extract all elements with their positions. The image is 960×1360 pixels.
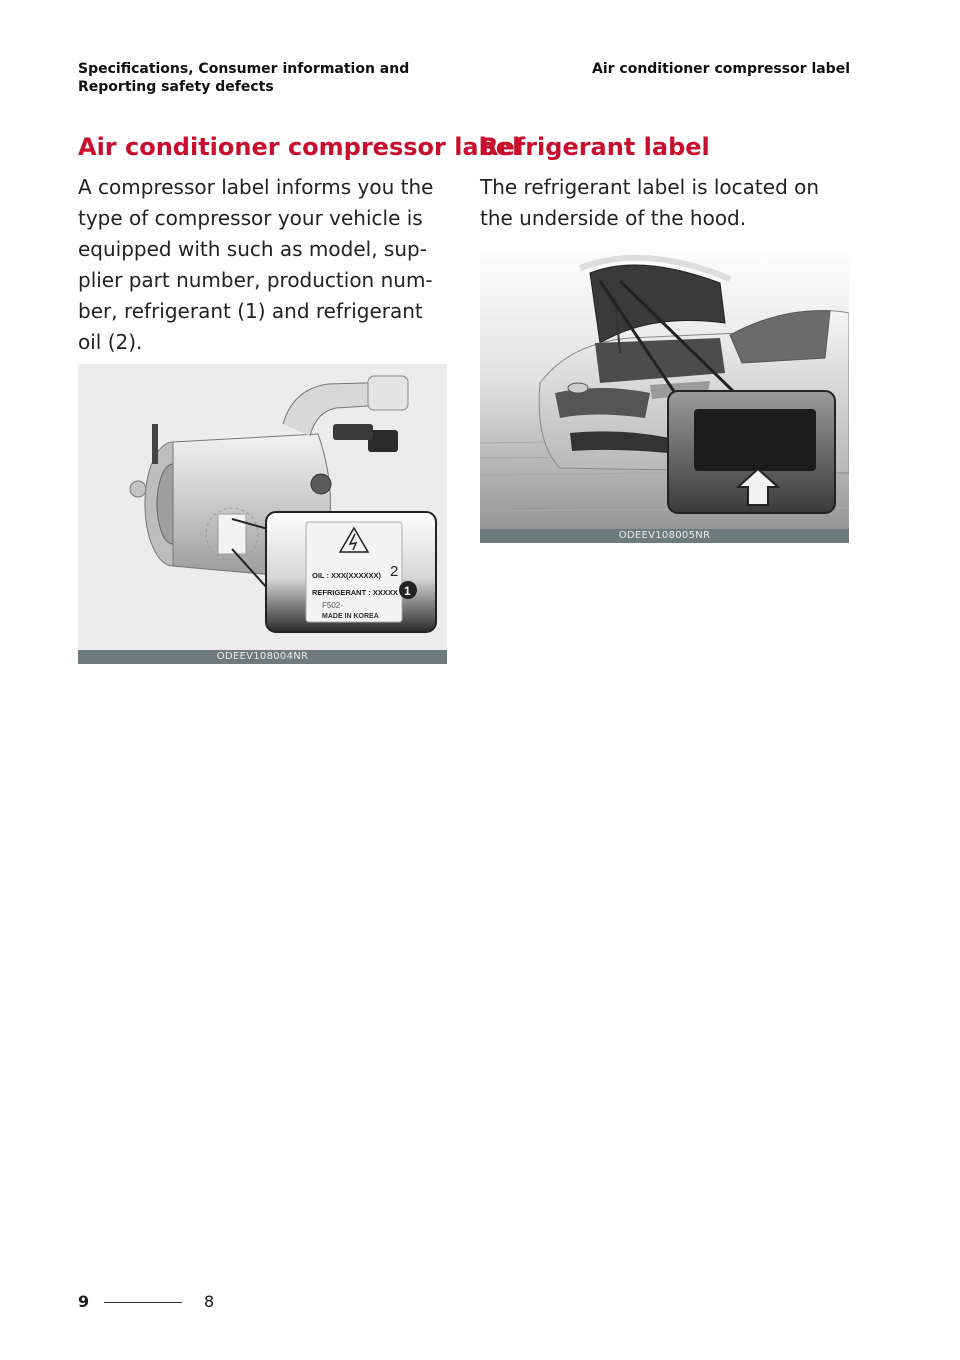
compressor-illustration (78, 364, 447, 664)
compressor-figure (78, 364, 447, 664)
refrigerant-heading: Refrigerant label (480, 133, 710, 161)
label-origin-text: MADE IN KOREA (322, 613, 379, 620)
callout-number-1: 1 (404, 584, 411, 598)
compressor-section (78, 130, 521, 358)
footer-chapter-number: 9 (78, 1292, 90, 1311)
refrigerant-section (480, 130, 850, 234)
footer-divider (104, 1302, 182, 1303)
running-header-section: Specifications, Consumer information and Reporting safety defects (78, 61, 410, 95)
compressor-body: A compressor label informs you the type of compressor your vehicle is equipped with such as model, sup-plier part number, production num-ber, refrigerant (1) and refrigerant oil (2). (78, 175, 434, 354)
label-oil-text: OIL : XXX(XXXXXX) (312, 571, 382, 580)
callout-number-2: 2 (390, 563, 399, 580)
compressor-heading: Air conditioner compressor label (78, 133, 521, 161)
refrigerant-figure-code: ODEEV108005NR (480, 529, 849, 543)
label-refrigerant-text: REFRIGERANT : XXXXX (312, 588, 398, 597)
refrigerant-body: The refrigerant label is located on the underside of the hood. (480, 175, 820, 230)
compressor-figure-code: ODEEV108004NR (78, 650, 447, 664)
refrigerant-figure (480, 243, 849, 543)
footer-page-number: 8 (204, 1292, 215, 1311)
car-hood-illustration (480, 243, 849, 543)
label-part-text: F502- (322, 601, 343, 610)
running-header-page-title: Air conditioner compressor label (591, 61, 850, 77)
